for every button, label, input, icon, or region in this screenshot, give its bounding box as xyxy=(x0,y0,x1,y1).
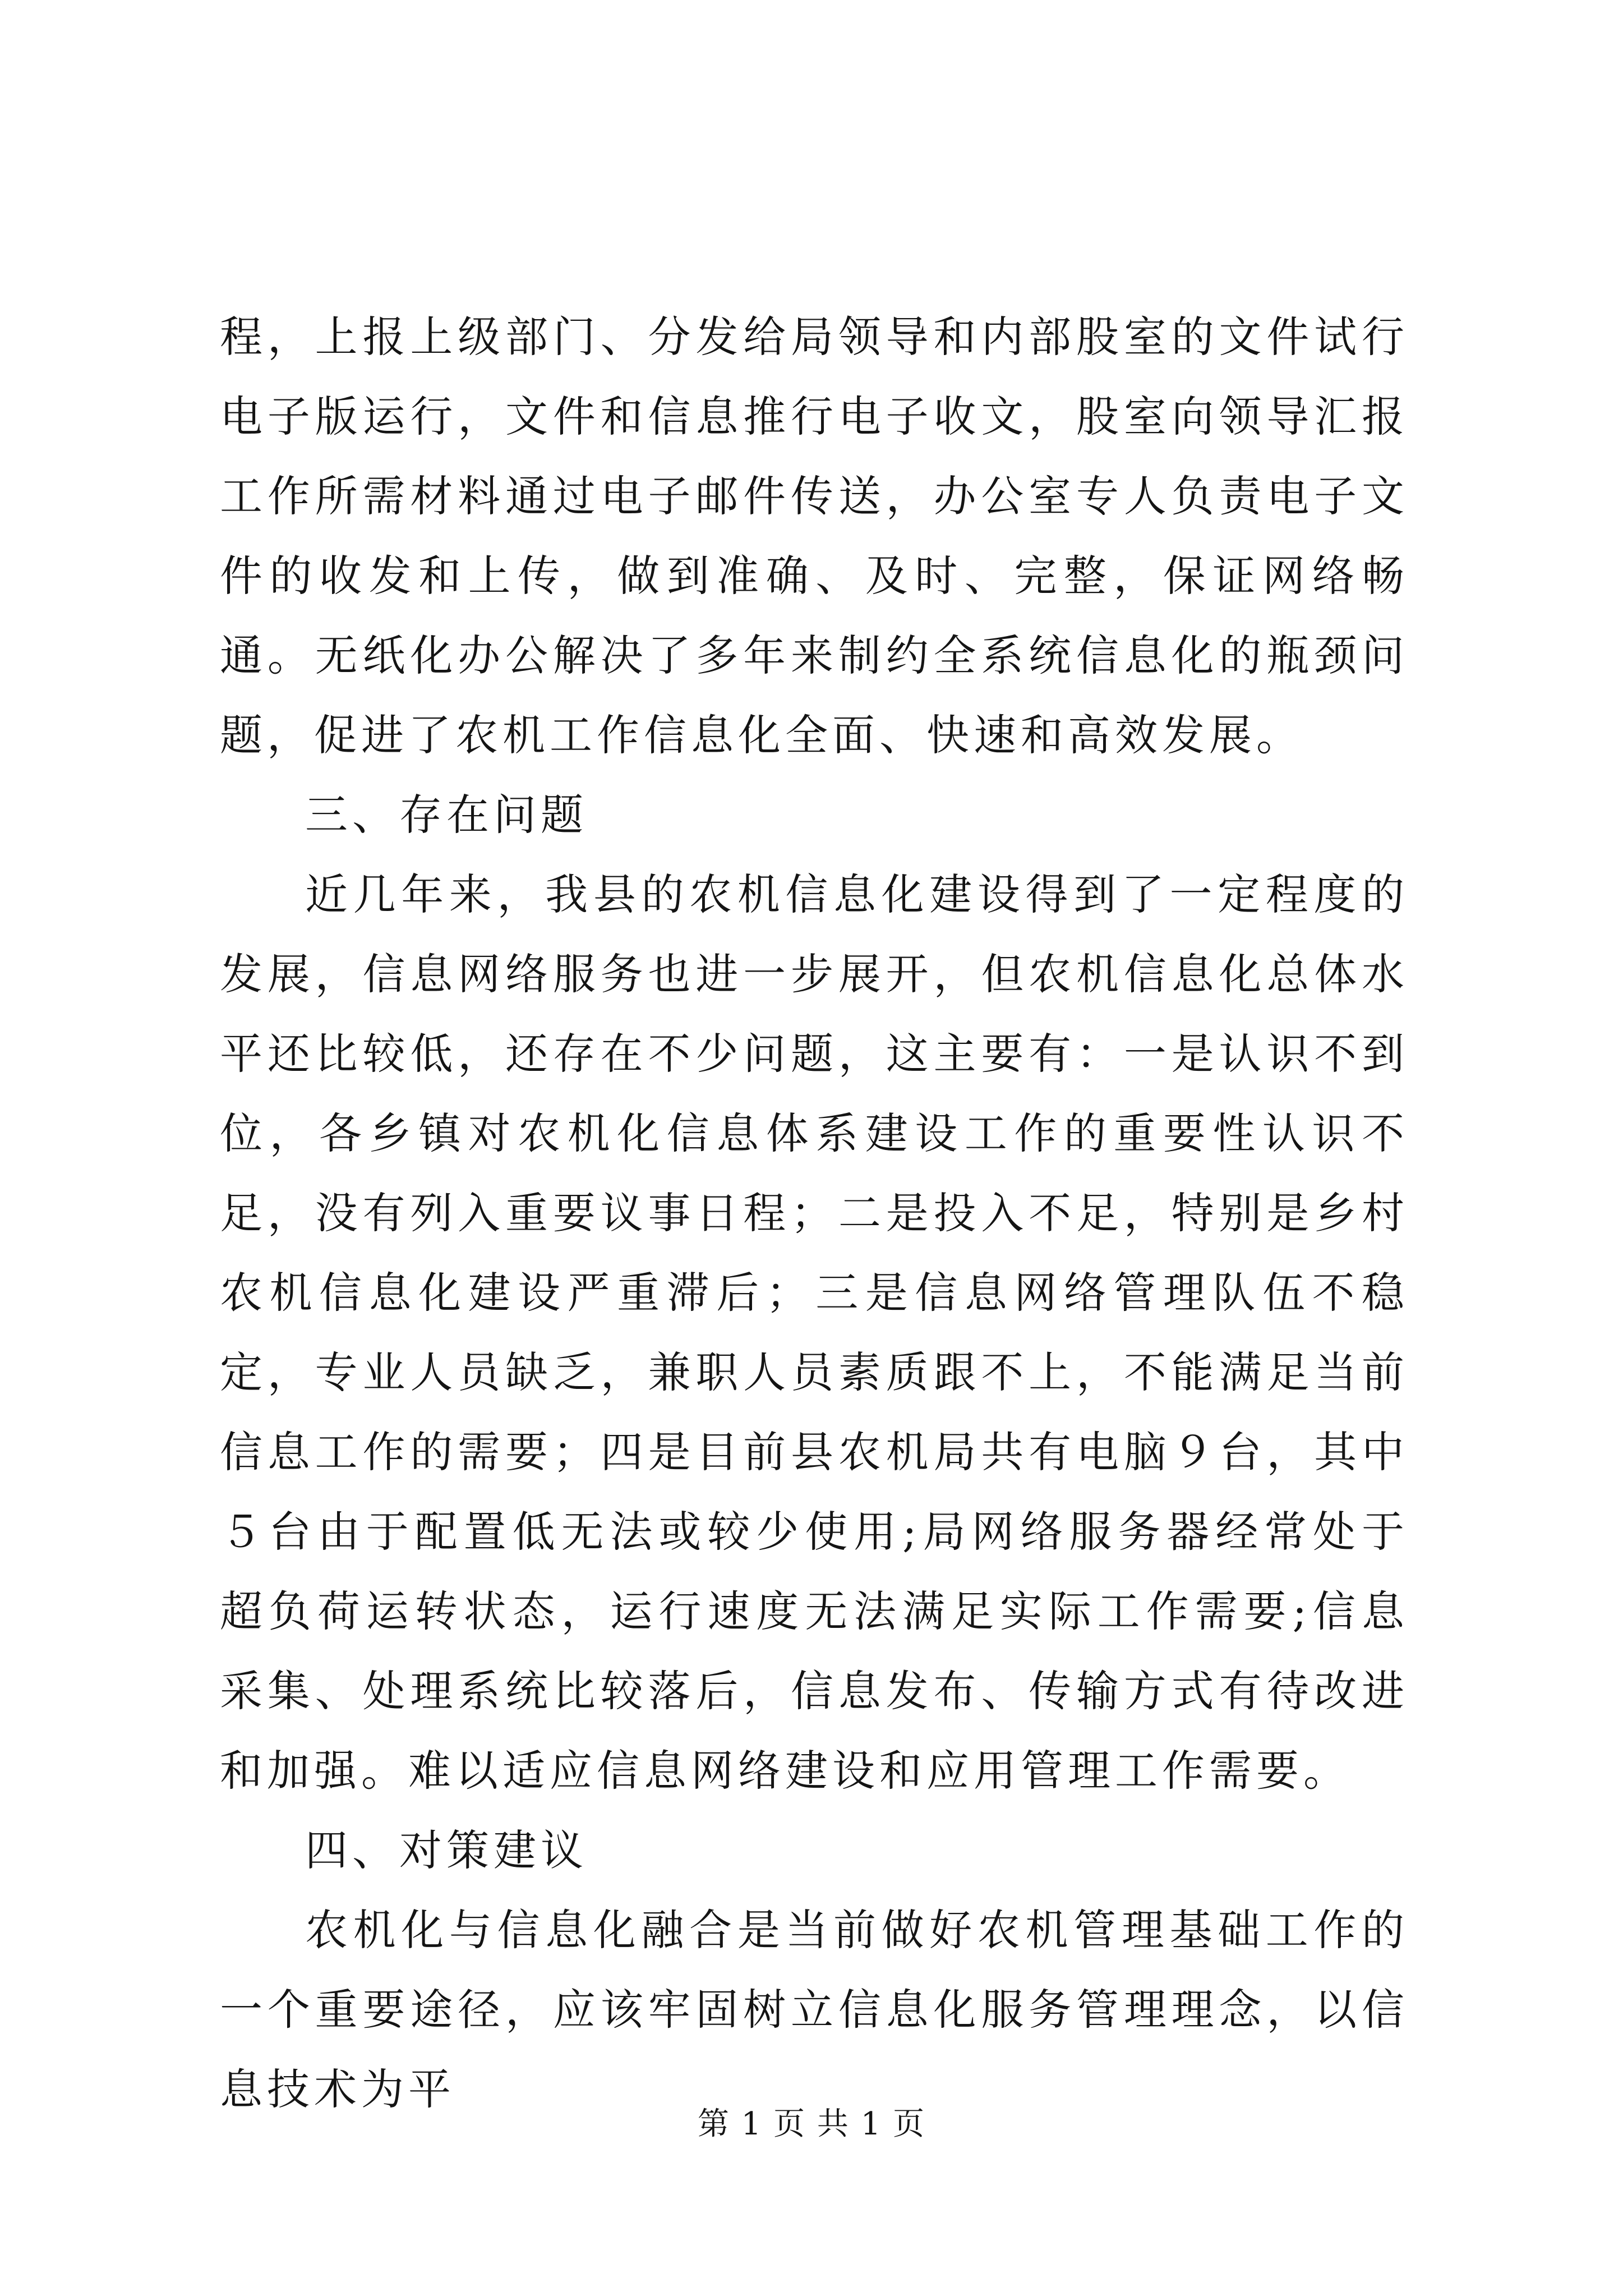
page-footer: 第 1 页 共 1 页 xyxy=(697,2106,926,2142)
paragraph-suggestions: 农机化与信息化融合是当前做好农机管理基础工作的一个重要途径，应该牢固树立信息化服务管理理念，以信息技术为平 xyxy=(220,1905,1409,2114)
section-heading-problems: 三、存在问题 xyxy=(305,790,588,840)
paragraph-problems: 近几年来，我县的农机信息化建设得到了一定程度的发展，信息网络服务也进一步展开，但农机信息化总体水平还比较低，还存在不少问题，这主要有：一是认识不到位，各乡镇对农机化信息体系建设工作的重要性认识不足，没有列入重要议事日程；二是投入不足，特别是乡村农机信息化建设严重滞后；三是信息网络管理队伍不稳定，专业人员缺乏，兼职人员素质跟不上，不能满足当前信息工作的需要；四是目前县农机局共有电脑９台，其中５台由于配置低无法或较少使用;局网络服务器经常处于超负荷运转状态，运行速度无法满足实际工作需要;信息采集、处理系统比较落后，信息发布、传输方式有待改进和加强。难以适应信息网络建设和应用管理工作需要。 xyxy=(220,869,1409,1796)
paragraph-continuation: 程，上报上级部门、分发给局领导和内部股室的文件试行电子版运行，文件和信息推行电子收文，股室向领导汇报工作所需材料通过电子邮件传送，办公室专人负责电子文件的收发和上传，做到准确、及时、完整，保证网络畅通。无纸化办公解决了多年来制约全系统信息化的瓶颈问题，促进了农机工作信息化全面、快速和高效发展。 xyxy=(220,312,1409,760)
section-heading-suggestions: 四、对策建议 xyxy=(305,1825,588,1875)
body-text xyxy=(220,297,1409,2129)
